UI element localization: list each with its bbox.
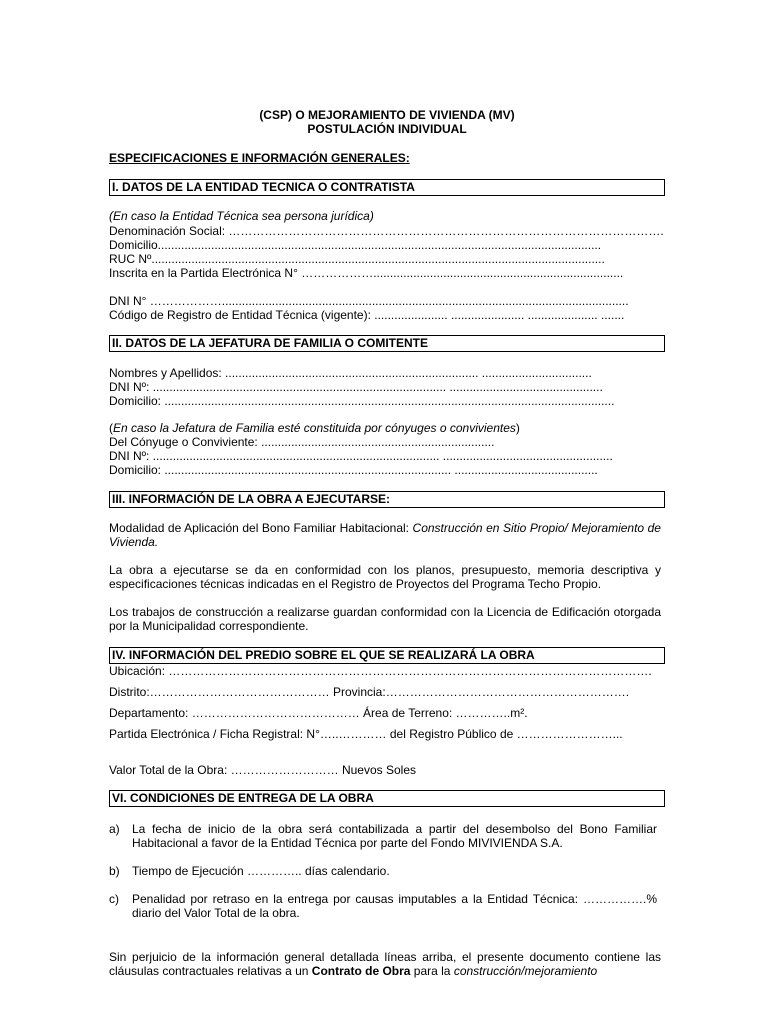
field-domicilio: Domicilio..................................................................................................................................... (109, 238, 602, 252)
field-ruc: RUC Nº........................................................................................................................................ (109, 252, 605, 266)
document-title-line1: (CSP) O MEJORAMIENTO DE VIVIENDA (MV) (259, 108, 515, 122)
closing-paragraph (109, 950, 661, 978)
note-italic: En caso la Jefatura de Familia esté constituida por cónyuges o convivientes (113, 421, 516, 435)
field-valor-total: Valor Total de la Obra: ……………………… Nuevos Soles (109, 763, 416, 777)
modalidad-label: Modalidad de Aplicación del Bono Familiar Habitacional: (109, 521, 413, 535)
document-title-line2: POSTULACIÓN INDIVIDUAL (307, 122, 467, 136)
section-2-heading: II. DATOS DE LA JEFATURA DE FAMILIA O COMITENTE (109, 335, 665, 352)
field-departamento-area: Departamento: …………………………………… Área de Terreno: …………..m². (109, 706, 528, 720)
general-heading: ESPECIFICACIONES E INFORMACIÓN GENERALES: (109, 151, 410, 165)
field-dni: DNI N° ……………….......................................................................................................................... (109, 294, 629, 308)
modalidad-value: Construcción en Sitio Propio/ Mejoramiento de Vivienda. (109, 521, 661, 549)
field-domicilio-jefe: Domicilio: ....................................................................................................................................... (109, 394, 615, 408)
closing-part1: Sin perjuicio de la información general detallada líneas arriba, el presente documento contiene las cláusulas contractuales relativas a un (109, 950, 661, 978)
section-1-heading: I. DATOS DE LA ENTIDAD TECNICA O CONTRATISTA (109, 179, 665, 196)
field-partida-registral: Partida Electrónica / Ficha Registral: N°…..………… del Registro Público de ……………………... (109, 727, 623, 741)
section-3-heading: III. INFORMACIÓN DE LA OBRA A EJECUTARSE: (109, 491, 665, 508)
field-partida-electronica: Inscrita en la Partida Electrónica N° ………………........................................................................... (109, 266, 624, 280)
note-open-paren: ( (109, 421, 113, 435)
section-2-note (109, 421, 665, 435)
closing-part2: para la (410, 964, 454, 978)
condition-marker: b) (109, 864, 120, 878)
field-codigo-registro: Código de Registro de Entidad Técnica (vigente): ...................... ...................... ..................... ....... (109, 308, 625, 322)
section-3-modalidad (109, 521, 661, 549)
section-6-heading: VI. CONDICIONES DE ENTREGA DE LA OBRA (109, 790, 665, 807)
section-4-heading: IV. INFORMACIÓN DEL PREDIO SOBRE EL QUE SE REALIZARÁ LA OBRA (109, 647, 665, 664)
section-1-note: (En caso la Entidad Técnica sea persona jurídica) (109, 209, 374, 223)
field-conyuge: Del Cónyuge o Conviviente: ...................................................................... (109, 435, 495, 449)
condition-marker: a) (109, 822, 120, 836)
field-distrito-provincia: Distrito:……………………………………… Provincia:……………………………………………………. (109, 685, 630, 699)
note-close-paren: ) (515, 421, 520, 435)
section-3-paragraph-3: Los trabajos de construcción a realizarse guardan conformidad con la Licencia de Edificación otorgada por la Municipalidad correspondiente. (109, 605, 661, 633)
field-domicilio-conyuge: Domicilio: ...................................................................................... ........................................... (109, 463, 598, 477)
field-denominacion-social: Denominación Social: ………………………………………………………………………………………………. (109, 224, 664, 238)
condition-marker: c) (109, 892, 119, 906)
field-nombres-apellidos: Nombres y Apellidos: ............................................................................ ................................. (109, 366, 592, 380)
field-dni-jefe: DNI Nº: ........................................................................................ .............................................. (109, 380, 603, 394)
condition-text: Penalidad por retraso en la entrega por causas imputables a la Entidad Técnica: …………….% diario del Valor Total de la obra. (132, 892, 657, 920)
condition-text: La fecha de inicio de la obra será contabilizada a partir del desembolso del Bono Familiar Habitacional a favor de la Entidad Técnica por parte del Fondo MIVIVIENDA S.A. (132, 822, 657, 850)
closing-italic: construcción/mejoramiento (453, 964, 598, 978)
field-ubicacion: Ubicación: …………………………………………………………………………………………………………. (109, 664, 652, 678)
closing-bold: Contrato de Obra (311, 964, 411, 978)
condition-text: Tiempo de Ejecución ………….. días calendario. (132, 864, 390, 878)
field-dni-conyuge: DNI Nº: ...................................................................................... ................................................... (109, 449, 613, 463)
section-3-paragraph-2: La obra a ejecutarse se da en conformidad con los planos, presupuesto, memoria descriptiva y especificaciones técnicas indicadas en el Registro de Proyectos del Programa Techo Propio. (109, 563, 661, 591)
